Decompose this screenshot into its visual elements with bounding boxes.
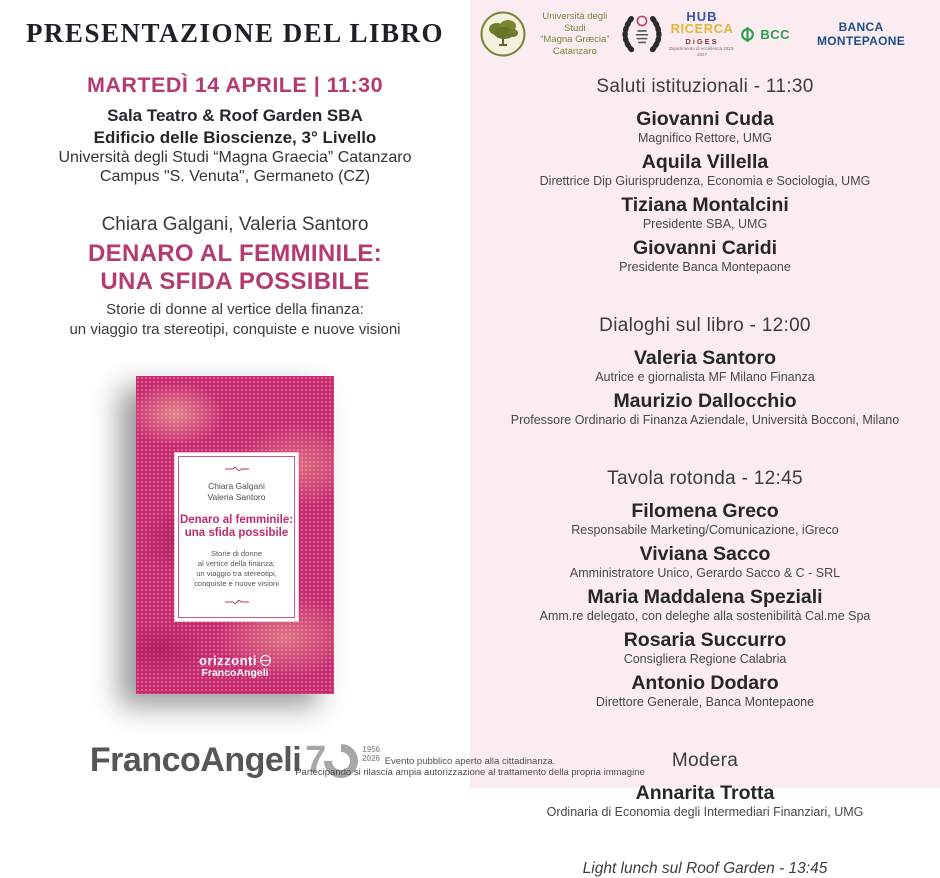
event-date: MARTEDÌ 14 APRILE | 11:30 xyxy=(86,73,384,97)
section-heading: Saluti istituzionali - 11:30 xyxy=(596,76,814,97)
cover-imprint xyxy=(136,654,334,680)
umg-logo xyxy=(480,11,619,57)
cover-title: Denaro al femminile: una sfida possibile xyxy=(179,514,294,539)
footer-line: Partecipando si rilascia ampia autorizzazione al trattamento della propria immagine xyxy=(295,767,645,778)
book-cover-inner-box xyxy=(178,456,295,618)
speaker: Tiziana Montalcini Presidente SBA, UMG xyxy=(621,194,789,231)
speaker: Filomena Greco Responsabile Marketing/Comunicazione, iGreco xyxy=(571,500,839,537)
bcc-abbr: BCC xyxy=(760,26,791,42)
bcc-montepaone-logo xyxy=(739,20,928,48)
footer-line: Evento pubblico aperto alla cittadinanza. xyxy=(384,756,556,767)
book-cover-image xyxy=(136,376,334,694)
speaker: Maurizio Dallocchio Professore Ordinario di Finanza Aziendale, Università Bocconi, Milano xyxy=(510,390,900,427)
left-panel xyxy=(0,0,470,788)
speaker: Giovanni Caridi Presidente Banca Montepaone xyxy=(619,237,791,274)
speaker: Antonio Dodaro Direttore Generale, Banca Montepaone xyxy=(595,672,815,709)
program-section-saluti xyxy=(470,76,940,275)
speaker: Annarita Trotta Ordinaria di Economia degli Intermediari Finanziari, UMG xyxy=(546,782,864,819)
book-authors: Chiara Galgani, Valeria Santoro xyxy=(101,214,369,235)
laurel-wreath-logo-icon xyxy=(619,11,665,57)
speaker: Valeria Santoro Autrice e giornalista MF Milano Finanza xyxy=(595,347,815,384)
cover-publisher: FrancoAngeli xyxy=(201,667,269,679)
partner-logos xyxy=(470,0,940,60)
lunch-note: Light lunch sul Roof Garden - 13:45 xyxy=(582,860,828,877)
section-heading: Modera xyxy=(671,750,739,771)
venue-line: Campus "S. Venuta", Germaneto (CZ) xyxy=(99,168,371,185)
venue-line: Università degli Studi “Magna Graecia” Catanzaro xyxy=(58,149,412,166)
page-title: PRESENTAZIONE DEL LIBRO xyxy=(25,18,445,48)
venue-line: Edificio delle Bioscienze, 3° Livello xyxy=(93,128,377,147)
cover-subtitle: Storie di donne al vertice della finanza: un viaggio tra stereotipi, conquiste e nuove visioni xyxy=(194,549,279,588)
speaker: Rosaria Succurro Consigliera Regione Calabria xyxy=(623,629,787,666)
right-panel xyxy=(470,0,940,877)
anniversary-70-icon: 7 xyxy=(305,739,327,781)
orizzonti-ring-icon xyxy=(260,655,271,666)
book-subtitle: Storie di donne al vertice della finanza: xyxy=(106,301,364,318)
cover-ornament-top-icon xyxy=(224,466,250,472)
cover-authors: Chiara Galgani Valeria Santoro xyxy=(207,481,266,502)
book-title: DENARO AL FEMMINILE: xyxy=(88,240,382,267)
speaker: Maria Maddalena Speziali Amm.re delegato, con deleghe alla sostenibilità Cal.me Spa xyxy=(539,586,871,623)
speaker: Giovanni Cuda Magnifico Rettore, UMG xyxy=(636,108,774,145)
bcc-bank-name: BANCA MONTEPAONE xyxy=(816,20,906,48)
imprint-name: orizzonti xyxy=(199,653,257,668)
program-section-dialoghi xyxy=(470,315,940,428)
section-heading: Tavola rotonda - 12:45 xyxy=(607,468,803,489)
hub-ricerca-logo: HUB RICERCA DiGES Dipartimento di eccellenza 2023-2027 xyxy=(669,8,735,57)
francoangeli-wordmark: FrancoAngeli xyxy=(89,741,302,779)
umg-logo-text: Università degli Studi “Magna Græcia” Catanzaro xyxy=(540,11,610,57)
anniversary-years: 1956 2026 xyxy=(362,745,381,763)
book-title: UNA SFIDA POSSIBILE xyxy=(100,268,370,295)
speaker: Viviana Sacco Amministratore Unico, Gerardo Sacco & C - SRL xyxy=(569,543,841,580)
footer-disclaimer xyxy=(0,756,940,778)
umg-seal-icon xyxy=(480,11,526,57)
section-heading: Dialoghi sul libro - 12:00 xyxy=(599,315,811,336)
book-subtitle: un viaggio tra stereotipi, conquiste e nuove visioni xyxy=(69,321,401,338)
bcc-emblem-icon xyxy=(739,26,756,43)
cover-ornament-bottom-icon xyxy=(224,599,250,605)
venue-line: Sala Teatro & Roof Garden SBA xyxy=(107,106,363,125)
program-section-tavola-rotonda xyxy=(470,468,940,710)
speaker: Aquila Villella Direttrice Dip Giurisprudenza, Economia e Sociologia, UMG xyxy=(539,151,871,188)
